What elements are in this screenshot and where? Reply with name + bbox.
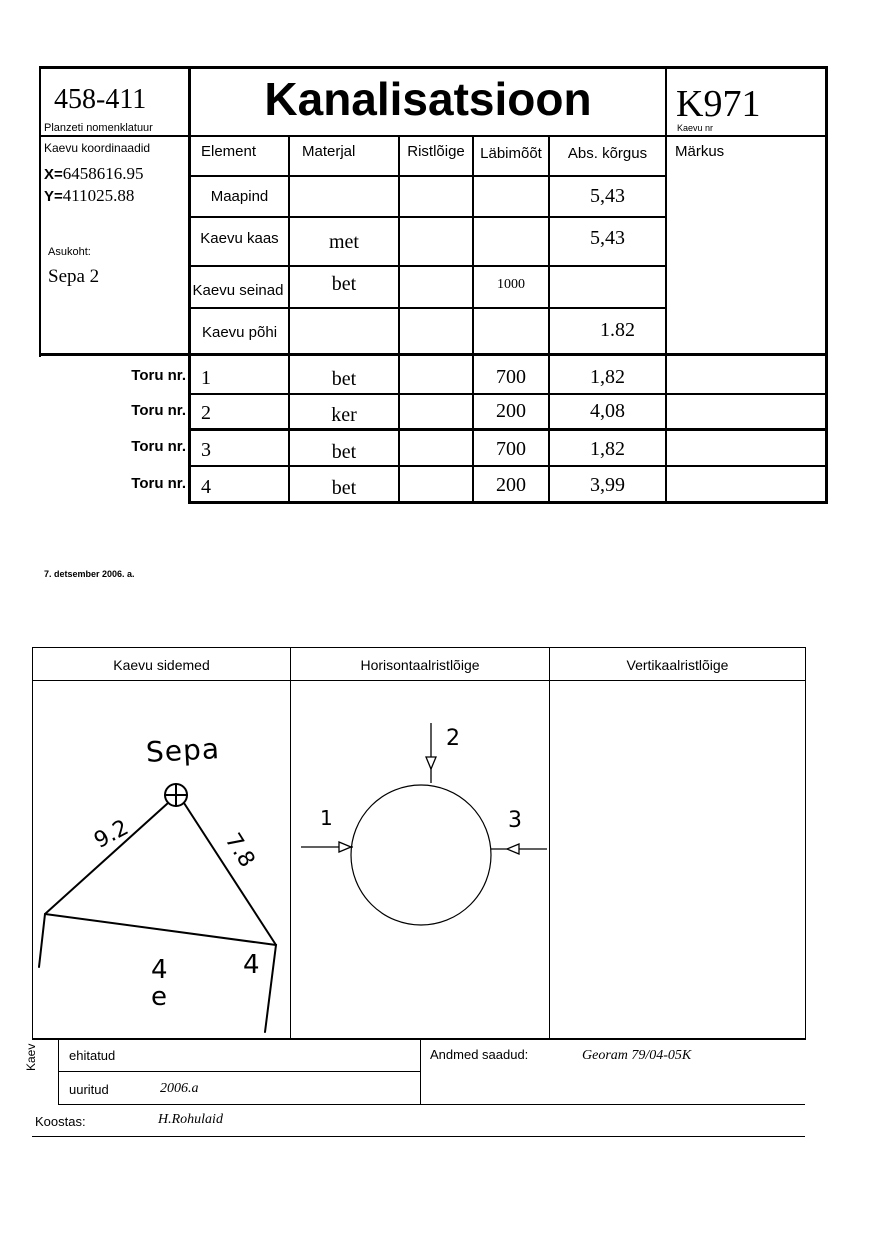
pipe-diameter: 700 bbox=[496, 365, 526, 388]
sketch-col-connections: Kaevu sidemed bbox=[113, 657, 210, 673]
pipe-number: 4 bbox=[201, 476, 211, 498]
kaev-side-label: Kaev bbox=[24, 1043, 38, 1071]
element-material bbox=[290, 177, 398, 216]
nomenclature-value: 458-411 bbox=[54, 84, 147, 115]
element-material: met bbox=[329, 230, 359, 253]
pipe-height: 1,82 bbox=[590, 365, 625, 388]
location-label: Asukoht: bbox=[48, 246, 91, 258]
sketch-col-vertical: Vertikaalristlõige bbox=[626, 657, 729, 673]
element-diameter bbox=[474, 218, 548, 258]
col-remark: Märkus bbox=[675, 142, 725, 160]
col-material: Materjal bbox=[302, 142, 356, 160]
pipe-height: 1,82 bbox=[590, 437, 625, 460]
document-date: 7. detsember 2006. a. bbox=[44, 569, 135, 579]
pipe-material: ker bbox=[331, 403, 357, 426]
element-height: 5,43 bbox=[590, 185, 625, 207]
x-value: 6458616.95 bbox=[62, 164, 144, 183]
element-material bbox=[290, 311, 398, 353]
pipe-label: Toru nr. bbox=[131, 367, 186, 384]
pipe-mark-3: 3 bbox=[508, 808, 522, 833]
element-name: Kaevu seinad bbox=[192, 281, 284, 299]
page-title: Kanalisatsioon bbox=[264, 73, 592, 125]
element-height: 5,43 bbox=[590, 226, 625, 249]
compiled-label: Koostas: bbox=[35, 1114, 86, 1129]
y-coordinate bbox=[44, 186, 134, 206]
surveyed-label: uuritud bbox=[69, 1082, 109, 1097]
x-coordinate bbox=[44, 164, 144, 184]
horizontal-section-sketch bbox=[291, 681, 549, 1038]
y-value: 411025.88 bbox=[62, 186, 135, 205]
data-source-label: Andmed saadud: bbox=[430, 1047, 529, 1062]
location-value: Sepa 2 bbox=[48, 266, 100, 287]
sepa-handwritten: Sepa bbox=[145, 732, 221, 769]
pipe-material: bet bbox=[331, 476, 357, 499]
distance-left: 9.2 bbox=[90, 815, 133, 854]
pipe-material: bet bbox=[331, 440, 357, 463]
built-label: ehitatud bbox=[69, 1048, 116, 1063]
area-letter: e bbox=[151, 982, 167, 1012]
compiled-value: H.Rohulaid bbox=[158, 1112, 223, 1127]
pipe-label: Toru nr. bbox=[131, 475, 186, 492]
surveyed-value: 2006.a bbox=[160, 1081, 199, 1096]
col-element: Element bbox=[201, 142, 257, 160]
pipe-number: 2 bbox=[201, 402, 211, 424]
pipe-diameter: 200 bbox=[496, 399, 526, 422]
pipe-label: Toru nr. bbox=[131, 402, 186, 419]
coords-label: Kaevu koordinaadid bbox=[44, 141, 151, 155]
pipe-diameter: 200 bbox=[496, 473, 526, 496]
corner-number: 4 bbox=[243, 950, 260, 980]
element-name: Kaevu kaas bbox=[200, 229, 279, 247]
pipe-number: 3 bbox=[201, 439, 211, 461]
pipe-material: bet bbox=[331, 367, 357, 390]
element-diameter bbox=[474, 177, 548, 216]
pipe-height: 4,08 bbox=[590, 399, 625, 422]
well-number-value: K971 bbox=[676, 83, 761, 125]
element-material: bet bbox=[331, 272, 357, 295]
pipe-mark-2: 2 bbox=[446, 726, 460, 751]
distance-right: 7.8 bbox=[219, 829, 260, 872]
col-diameter: Läbimõõt bbox=[480, 144, 542, 162]
element-name: Kaevu põhi bbox=[201, 323, 278, 341]
pipe-label: Toru nr. bbox=[131, 438, 186, 455]
pipe-mark-1: 1 bbox=[320, 806, 333, 830]
pipe-diameter: 700 bbox=[496, 437, 526, 460]
y-label: Y= bbox=[44, 188, 63, 205]
sketch-col-horizontal: Horisontaalristlõige bbox=[360, 657, 480, 673]
nomenclature-label: Planzeti nomenklatuur bbox=[44, 122, 153, 134]
data-source-value: Georam 79/04-05K bbox=[582, 1048, 692, 1063]
element-height: 1.82 bbox=[600, 318, 635, 341]
well-number-label: Kaevu nr bbox=[677, 123, 714, 133]
element-diameter: 1000 bbox=[497, 277, 525, 292]
element-height bbox=[550, 267, 665, 307]
element-diameter bbox=[474, 311, 548, 353]
area-number: 4 bbox=[151, 955, 168, 985]
col-cross-section: Ristlõige bbox=[407, 142, 465, 160]
x-label: X= bbox=[44, 166, 63, 183]
pipe-number: 1 bbox=[201, 367, 211, 389]
element-name: Maapind bbox=[210, 188, 269, 205]
pipe-height: 3,99 bbox=[590, 473, 625, 496]
col-abs-height: Abs. kõrgus bbox=[567, 144, 648, 162]
